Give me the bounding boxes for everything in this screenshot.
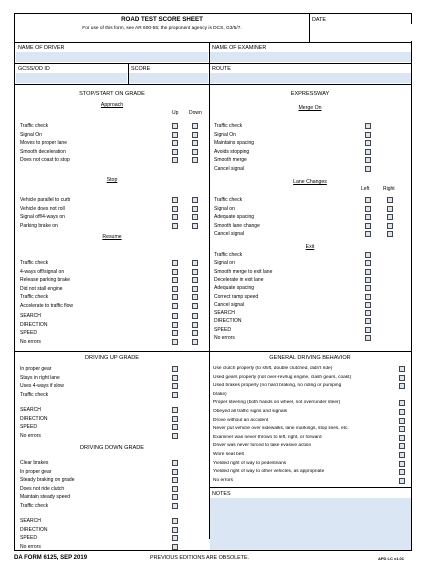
item-checkbox[interactable] — [192, 260, 198, 266]
driver-name-label: NAME OF DRIVER — [18, 45, 65, 51]
behavior-item: No errors — [213, 477, 233, 483]
item-checkbox[interactable] — [192, 206, 198, 212]
item-checkbox[interactable] — [192, 140, 198, 146]
checklist-item: Cancel signal — [214, 301, 245, 308]
item-checkbox[interactable] — [192, 277, 198, 283]
item-checkbox[interactable] — [365, 214, 371, 220]
item-checkbox[interactable] — [172, 277, 178, 283]
item-checkbox[interactable] — [365, 310, 371, 316]
behavior-item: Used brakes properly (no hard braking, no riding or pumping — [213, 383, 342, 389]
checklist-item: Maintains spacing — [214, 140, 255, 146]
checklist-item: Signal off/4-ways on — [20, 214, 65, 220]
behavior-checkbox[interactable] — [399, 409, 405, 415]
stop-label: Stop — [106, 177, 118, 183]
checklist-item: Does not coast to stop — [20, 157, 70, 163]
checklist-item: Clear brakes — [20, 460, 49, 466]
checklist-item: DIRECTION — [20, 415, 48, 422]
item-checkbox[interactable] — [387, 214, 393, 220]
checklist-item: Traffic check — [20, 502, 49, 509]
gcss-field[interactable] — [16, 73, 127, 83]
behavior-item: Use clutch properly (to shift, double clutched, didn't ride) — [213, 366, 333, 371]
checklist-item: In proper gear — [20, 468, 52, 475]
checklist-item: In proper gear — [20, 366, 52, 372]
behavior-checkbox[interactable] — [399, 426, 405, 432]
behavior-checkbox[interactable] — [399, 469, 405, 475]
checklist-item: 4-ways off/signal on — [20, 268, 65, 275]
item-checkbox[interactable] — [365, 197, 371, 203]
checklist-item: No errors — [20, 543, 41, 550]
item-checkbox[interactable] — [172, 123, 178, 129]
behavior-checkbox[interactable] — [399, 418, 405, 424]
checklist-item: Parking brake on — [20, 222, 58, 229]
up-column-label: Up — [172, 110, 179, 116]
checklist-item: Decelerate in exit lane — [214, 276, 264, 283]
item-checkbox[interactable] — [172, 149, 178, 155]
item-checkbox[interactable] — [172, 157, 178, 163]
item-checkbox[interactable] — [172, 503, 178, 509]
notes-field[interactable] — [210, 498, 411, 550]
checklist-item: Traffic check — [20, 123, 49, 129]
behavior-item: Used gears properly (not over-rev/lug engine, clash gears, coast) — [213, 374, 352, 380]
left-column-label: Left — [361, 186, 370, 192]
checklist-item: SPEED — [20, 424, 37, 430]
checklist-item: Smooth merge — [214, 157, 247, 163]
behavior-item: Yielded right of way to pedestrians — [213, 460, 287, 466]
examiner-name-field[interactable] — [210, 52, 411, 62]
item-checkbox[interactable] — [365, 335, 371, 341]
checklist-item: Smooth lane change — [214, 222, 260, 229]
expressway-title: EXPRESSWAY — [290, 91, 330, 97]
item-checkbox[interactable] — [172, 269, 178, 275]
behavior-item: Examiner was never thrown to left, right, or forward — [213, 434, 322, 440]
apd-version: APD LC v1.01 — [378, 556, 405, 561]
item-checkbox[interactable] — [192, 223, 198, 229]
driver-name-field[interactable] — [16, 52, 208, 62]
item-checkbox[interactable] — [192, 294, 198, 300]
checklist-item: Signal On — [214, 131, 236, 138]
checklist-item: Signal On — [20, 131, 42, 138]
driving-up-title: DRIVING UP GRADE — [85, 355, 139, 361]
item-checkbox[interactable] — [365, 149, 371, 155]
score-sheet-form — [14, 13, 412, 551]
behavior-item: Wore seat belt — [213, 452, 244, 457]
behavior-checkbox[interactable] — [399, 452, 405, 458]
checklist-item: Traffic check — [20, 294, 49, 300]
checklist-item: Did not stall engine — [20, 285, 63, 292]
checklist-item: SEARCH — [20, 407, 41, 413]
checklist-item: Traffic check — [20, 391, 49, 398]
item-checkbox[interactable] — [172, 433, 178, 439]
item-checkbox[interactable] — [365, 223, 371, 229]
item-checkbox[interactable] — [172, 486, 178, 492]
item-checkbox[interactable] — [172, 330, 178, 336]
item-checkbox[interactable] — [172, 132, 178, 138]
item-checkbox[interactable] — [365, 123, 371, 129]
item-checkbox[interactable] — [387, 206, 393, 212]
checklist-item: SEARCH — [20, 518, 41, 524]
lane-changes-label: Lane Changes — [293, 179, 327, 185]
checklist-item: Maintain steady speed — [20, 494, 71, 500]
item-checkbox[interactable] — [172, 223, 178, 229]
checklist-item: Cancel signal — [214, 231, 245, 237]
checklist-item: Traffic check — [214, 197, 243, 203]
checklist-item: SEARCH — [214, 310, 235, 317]
item-checkbox[interactable] — [172, 260, 178, 266]
item-checkbox[interactable] — [192, 286, 198, 292]
item-checkbox[interactable] — [192, 330, 198, 336]
approach-label: Approach — [100, 102, 124, 108]
behavior-item: Driver was never forced to take evasive action — [213, 443, 312, 449]
item-checkbox[interactable] — [192, 132, 198, 138]
item-checkbox[interactable] — [192, 123, 198, 129]
behavior-item: Yielded right of way to other vehicles, as appropriate — [213, 469, 325, 475]
behavior-checkbox[interactable] — [399, 383, 405, 389]
item-checkbox[interactable] — [365, 132, 371, 138]
item-checkbox[interactable] — [172, 294, 178, 300]
examiner-name-label: NAME OF EXAMINER — [212, 45, 267, 51]
item-checkbox[interactable] — [365, 277, 371, 283]
behavior-item: Never put vehicle over sidewalks, lane markings, stop lines, etc. — [213, 426, 349, 432]
checklist-item: SPEED — [214, 326, 231, 333]
checklist-item: Traffic check — [214, 123, 243, 129]
item-checkbox[interactable] — [365, 252, 371, 258]
item-checkbox[interactable] — [365, 269, 371, 275]
item-checkbox[interactable] — [172, 460, 178, 466]
checklist-item: DIRECTION — [20, 526, 48, 533]
item-checkbox[interactable] — [172, 339, 178, 345]
item-checkbox[interactable] — [192, 303, 198, 309]
right-column-label: Right — [383, 186, 395, 192]
checklist-item: Signal on — [214, 205, 235, 212]
item-checkbox[interactable] — [387, 231, 393, 237]
form-id: DA FORM 6125, SEP 2019 — [14, 555, 88, 561]
checklist-item: Accelerate to traffic flow — [20, 302, 73, 309]
item-checkbox[interactable] — [172, 469, 178, 475]
stop-start-title: STOP/START ON GRADE — [79, 91, 145, 97]
checklist-item: SPEED — [20, 535, 37, 541]
item-checkbox[interactable] — [172, 313, 178, 319]
checklist-item: Traffic check — [20, 260, 49, 266]
form-title: ROAD TEST SCORE SHEET — [121, 16, 203, 23]
score-label: SCORE — [131, 66, 151, 72]
item-checkbox[interactable] — [172, 366, 178, 372]
checklist-item: No errors — [214, 335, 235, 341]
item-checkbox[interactable] — [365, 231, 371, 237]
behavior-item: Proper steering (both hands on wheel, not over/under steer) — [213, 400, 341, 406]
item-checkbox[interactable] — [387, 223, 393, 229]
item-checkbox[interactable] — [172, 286, 178, 292]
resume-label: Resume — [102, 234, 122, 240]
item-checkbox[interactable] — [192, 322, 198, 328]
item-checkbox[interactable] — [365, 140, 371, 146]
checklist-item: SPEED — [20, 330, 37, 336]
item-checkbox[interactable] — [365, 206, 371, 212]
item-checkbox[interactable] — [172, 392, 178, 398]
item-checkbox[interactable] — [192, 339, 198, 345]
item-checkbox[interactable] — [172, 494, 178, 500]
checklist-item: Uses 4-ways if slow — [20, 383, 64, 389]
checklist-item: Smooth merge to exit lane — [214, 268, 273, 275]
item-checkbox[interactable] — [172, 383, 178, 389]
item-checkbox[interactable] — [365, 294, 371, 300]
date-label: DATE — [312, 17, 326, 23]
checklist-item: DIRECTION — [214, 318, 242, 325]
down-column-label: Down — [189, 110, 202, 116]
notes-label: NOTES — [212, 491, 231, 497]
item-checkbox[interactable] — [192, 269, 198, 275]
checklist-item: Vehicle parallel to curb — [20, 197, 71, 203]
item-checkbox[interactable] — [172, 197, 178, 203]
item-checkbox[interactable] — [172, 544, 178, 550]
checklist-item: Vehicle does not roll — [20, 205, 65, 212]
item-checkbox[interactable] — [172, 424, 178, 430]
item-checkbox[interactable] — [172, 535, 178, 541]
checklist-item: Correct ramp speed — [214, 293, 259, 300]
behavior-item: Obeyed all traffic signs and signals — [213, 409, 288, 414]
checklist-item: No errors — [20, 432, 41, 439]
checklist-item: Stays in right lane — [20, 374, 60, 381]
checklist-item: Adequate spacing — [214, 285, 255, 292]
checklist-item: Release parking brake — [20, 277, 71, 283]
item-checkbox[interactable] — [365, 327, 371, 333]
merge-on-label: Merge On — [298, 105, 322, 111]
item-checkbox[interactable] — [172, 518, 178, 524]
checklist-item: Adequate spacing — [214, 214, 255, 220]
gcss-label: GCSS/OD ID — [18, 66, 50, 72]
checklist-item: Smooth deceleration — [20, 148, 66, 155]
item-checkbox[interactable] — [172, 322, 178, 328]
item-checkbox[interactable] — [172, 477, 178, 483]
obsolete-notice: PREVIOUS EDITIONS ARE OBSOLETE. — [150, 555, 250, 561]
checklist-item: Steady braking on grade — [20, 477, 75, 483]
item-checkbox[interactable] — [172, 527, 178, 533]
checklist-item: Traffic check — [214, 252, 243, 258]
route-label: ROUTE — [212, 66, 231, 72]
item-checkbox[interactable] — [172, 416, 178, 422]
item-checkbox[interactable] — [365, 285, 371, 291]
item-checkbox[interactable] — [365, 260, 371, 266]
route-field[interactable] — [210, 73, 411, 83]
behavior-checkbox[interactable] — [399, 443, 405, 449]
checklist-item: Signal on — [214, 260, 235, 267]
checklist-item: No errors — [20, 338, 41, 345]
checklist-item: Cancel signal — [214, 165, 245, 172]
behavior-checkbox[interactable] — [399, 478, 405, 484]
checklist-item: SEARCH — [20, 313, 41, 319]
item-checkbox[interactable] — [365, 157, 371, 163]
score-field[interactable] — [129, 73, 208, 83]
behavior-checkbox[interactable] — [399, 366, 405, 372]
behavior-item: brake) — [213, 391, 227, 397]
checklist-item: Avoids stopping — [214, 148, 250, 155]
item-checkbox[interactable] — [192, 149, 198, 155]
item-checkbox[interactable] — [172, 407, 178, 413]
checklist-item: DIRECTION — [20, 321, 48, 328]
item-checkbox[interactable] — [192, 313, 198, 319]
behavior-checkbox[interactable] — [399, 375, 405, 381]
item-checkbox[interactable] — [192, 214, 198, 220]
item-checkbox[interactable] — [365, 302, 371, 308]
form-subtitle: For use of this form, see AR 600-55; the proponent agency is DCS, G3/5/7. — [82, 26, 242, 31]
item-checkbox[interactable] — [365, 166, 371, 172]
item-checkbox[interactable] — [172, 140, 178, 146]
item-checkbox[interactable] — [172, 375, 178, 381]
exit-label: Exit — [305, 244, 315, 250]
item-checkbox[interactable] — [192, 157, 198, 163]
date-field[interactable] — [310, 24, 412, 41]
behavior-checkbox[interactable] — [399, 435, 405, 441]
item-checkbox[interactable] — [172, 206, 178, 212]
behavior-item: Drove without an accident — [213, 417, 269, 423]
behavior-checkbox[interactable] — [399, 461, 405, 467]
item-checkbox[interactable] — [387, 197, 393, 203]
item-checkbox[interactable] — [365, 318, 371, 324]
checklist-item: Does not ride clutch — [20, 485, 65, 492]
item-checkbox[interactable] — [192, 197, 198, 203]
item-checkbox[interactable] — [172, 303, 178, 309]
general-title: GENERAL DRIVING BEHAVIOR — [269, 355, 351, 361]
item-checkbox[interactable] — [172, 214, 178, 220]
checklist-item: Moves to proper lane — [20, 140, 67, 146]
behavior-checkbox[interactable] — [399, 400, 405, 406]
driving-down-title: DRIVING DOWN GRADE — [79, 445, 145, 451]
